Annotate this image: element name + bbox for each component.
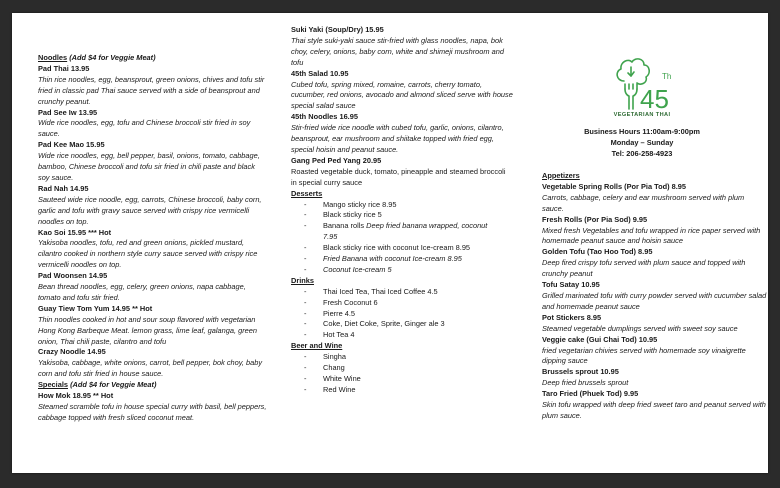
item-name: Tofu Satay 10.95 — [542, 280, 600, 290]
item-desc: Skin tofu wrapped with deep fried sweet taro and peanut served with plum sauce. — [542, 400, 766, 420]
list-item — [291, 243, 513, 254]
list-item — [291, 210, 513, 221]
item-desc: Deep fried brussels sprout — [542, 378, 629, 388]
item-name: Rad Nah 14.95 — [38, 183, 89, 193]
list-item — [291, 221, 513, 243]
item-desc: Thin noodles cooked in hot and sour soup flavored with vegetarian Hong Kong Barbeque Meat. lemon grass, lime leaf, galanga, green onion, Thai chili paste, cilantro and tofu — [38, 314, 257, 346]
item-name: Golden Tofu (Tao Hoo Tod) 8.95 — [542, 247, 653, 257]
list-item: - Chang — [291, 363, 513, 374]
item-name: Gang Ped Ped Yang 20.95 — [291, 155, 382, 165]
appetizers-column — [542, 171, 767, 422]
list-item — [291, 265, 513, 276]
item-name: 45th Noodles 16.95 — [291, 112, 358, 122]
drinks-title: Drinks — [291, 275, 315, 285]
menu-item — [38, 347, 268, 380]
item-desc: Sauteed wide rice noodle, egg, carrots, Chinese broccoli, baby corn, garlic and tofu with gravy sauce served with crispy rice vermicelli noodles on top. — [38, 194, 262, 226]
menu-item — [542, 182, 767, 215]
item-desc: Steamed scramble tofu in house special curry with basil, bell peppers, cabbage topped with fresh sliced coconut meat. — [38, 402, 267, 422]
beer-wine-list — [291, 352, 513, 396]
item-name: Pad Kee Mao 15.95 — [38, 140, 105, 150]
menu-item — [542, 335, 767, 368]
business-hours: Business Hours 11:00am-9:00pm — [584, 127, 700, 136]
menu-item — [38, 304, 268, 348]
item-name: Fresh Rolls (Por Pia Sod) 9.95 — [542, 214, 648, 224]
dessert-name: Banana rolls — [323, 221, 367, 231]
item-desc: Grilled marinated tofu with curry powder served with cucumber salad and homemade peanut sauce — [542, 290, 767, 311]
item-desc: Wide rice noodles, egg, tofu and Chinese broccoli stir fried in soy sauce. — [38, 118, 251, 139]
menu-item — [291, 69, 513, 113]
svg-text:45: 45 — [640, 84, 669, 111]
list-item: - Red Wine — [291, 385, 513, 396]
appetizers-title: Appetizers — [542, 171, 580, 180]
menu-page — [12, 13, 768, 473]
dessert-name: Fried Banana with coconut Ice-cream 8.95 — [323, 254, 462, 264]
item-desc: Stir-fried wide rice noodle with cubed tofu, garlic, onions, cilantro, beansprout, ear mushroom and shiitake topped with fried egg, special hoisin and peanut sauce. — [291, 123, 504, 154]
menu-item — [542, 215, 767, 248]
list-item: - Coke, Diet Coke, Sprite, Ginger ale 3 — [291, 319, 513, 330]
item-desc: Yakisoba, cabbage, white onions, carrot, bell pepper, bok choy, baby corn and tofu stir fried in house sauce. — [38, 358, 263, 379]
item-desc: Thin rice noodles, egg, beansprout, green onions, chives and tofu stir fried in classic pad Thai sauce served with a side of beansprout and crunchy peanut. — [38, 74, 265, 106]
desserts-list — [291, 200, 513, 276]
menu-item — [38, 228, 268, 272]
item-name: Pad Woonsen 14.95 — [38, 271, 108, 281]
business-days: Monday – Sunday — [610, 138, 674, 147]
menu-item — [38, 140, 268, 184]
menu-item — [542, 389, 767, 422]
item-desc: Mixed fresh Vegetables and tofu wrapped in rice paper served with homemade peanut sauce and hoisin sauce — [542, 225, 761, 246]
menu-item — [38, 184, 268, 228]
dessert-name: Black sticky rice with coconut Ice-cream 8.95 — [323, 243, 471, 253]
item-desc: Steamed vegetable dumplings served with sweet soy sauce — [542, 323, 738, 333]
item-name: Veggie cake (Gui Chai Tod) 10.95 — [542, 334, 658, 344]
restaurant-logo-block — [572, 55, 712, 159]
beer-wine-title: Beer and Wine — [291, 341, 343, 351]
item-name: Pad Thai 13.95 — [38, 63, 90, 73]
list-item: - Fresh Coconut 6 — [291, 298, 513, 309]
list-item — [291, 254, 513, 265]
item-name: Guay Tiew Tom Yum 14.95 ** Hot — [38, 303, 153, 313]
dessert-name: Coconut Ice-cream 5 — [323, 264, 392, 274]
menu-item — [38, 391, 268, 424]
menu-item — [291, 156, 513, 189]
list-item: - White Wine — [291, 374, 513, 385]
dessert-name: Black sticky rice 5 — [323, 210, 382, 220]
item-name: Pad See Iw 13.95 — [38, 107, 98, 117]
tree-fork-logo-icon — [610, 55, 674, 111]
business-info — [572, 126, 712, 159]
menu-item — [542, 280, 767, 313]
phone-number: Tel: 206-258-4923 — [611, 149, 673, 158]
menu-item — [291, 112, 513, 156]
menu-item — [291, 25, 513, 69]
item-name: Crazy Noodle 14.95 — [38, 347, 106, 357]
menu-item — [38, 108, 268, 141]
item-desc: Bean thread noodles, egg, celery, green onions, napa cabbage, tomato and tofu stir fried. — [38, 282, 246, 302]
logo-subtitle: VEGETARIAN THAI — [613, 112, 671, 118]
item-desc: Thai style suki-yaki sauce stir-fried with glass noodles, napa, bok choy, celery, onions, baby corn, white and shimeji mushroom and tofu — [291, 35, 504, 67]
item-desc: Yakisoba noodles, tofu, red and green onions, pickled mustard, cilantro cooked in northern style curry sauce served with crispy rice vermicelli noodles on top. — [38, 238, 258, 270]
item-desc: Deep fired crispy tofu served with plum sauce and topped with crunchy peanut — [542, 258, 746, 279]
menu-item — [542, 367, 767, 389]
item-name: How Mok 18.95 ** Hot — [38, 391, 114, 401]
item-desc: Carrots, cabbage, celery and ear mushroom served with plum sauce. — [542, 192, 745, 213]
menu-item — [38, 64, 268, 108]
dessert-price: 7.95 — [323, 232, 338, 242]
noodles-header — [38, 53, 268, 64]
dessert-desc: Deep fried banana wrapped, coconut — [366, 221, 488, 231]
item-name: 45th Salad 10.95 — [291, 68, 349, 78]
item-name: Pot Stickers 8.95 — [542, 312, 602, 322]
item-desc: Roasted vegetable duck, tomato, pineapple and steamed broccoli in special curry sauce — [291, 166, 506, 187]
specials-column — [291, 25, 513, 396]
noodles-column — [38, 53, 268, 424]
desserts-title: Desserts — [291, 188, 323, 198]
list-item: - Hot Tea 4 — [291, 330, 513, 341]
item-name: Suki Yaki (Soup/Dry) 15.95 — [291, 25, 384, 34]
list-item — [291, 200, 513, 211]
item-name: Kao Soi 15.95 *** Hot — [38, 227, 112, 237]
list-item: - Singha — [291, 352, 513, 363]
item-desc: Wide rice noodles, egg, bell pepper, basil, onions, tomato, cabbage, bamboo, Chinese broccoli and tofu sir fried in chili paste and black soy sauce. — [38, 151, 260, 182]
item-name: Taro Fried (Phuek Tod) 9.95 — [542, 389, 639, 399]
specials-title: Specials — [38, 380, 68, 390]
item-name: Vegetable Spring Rolls (Por Pia Tod) 8.95 — [542, 181, 687, 191]
svg-text:Th: Th — [662, 72, 672, 81]
noodles-note: (Add $4 for Veggie Meat) — [69, 53, 156, 62]
item-desc: fried vegetarian chivies served with homemade soy vinaigrette dipping sauce — [542, 345, 746, 366]
menu-item — [542, 247, 767, 280]
list-item: - Pierre 4.5 — [291, 309, 513, 320]
specials-header — [38, 380, 268, 391]
dessert-name: Mango sticky rice 8.95 — [323, 199, 397, 209]
noodles-title: Noodles — [38, 53, 68, 62]
item-name: Brussels sprout 10.95 — [542, 367, 619, 377]
menu-item — [38, 271, 268, 304]
specials-note: (Add $4 for Veggie Meat) — [70, 380, 157, 390]
drinks-list — [291, 287, 513, 342]
list-item: - Thai Iced Tea, Thai Iced Coffee 4.5 — [291, 287, 513, 298]
menu-item — [542, 313, 767, 335]
item-desc: Cubed tofu, spring mixed, romaine, carrots, cherry tomato, cucumber, red onions, avocado and almond sliced serve with house special salad sauce — [291, 79, 513, 111]
